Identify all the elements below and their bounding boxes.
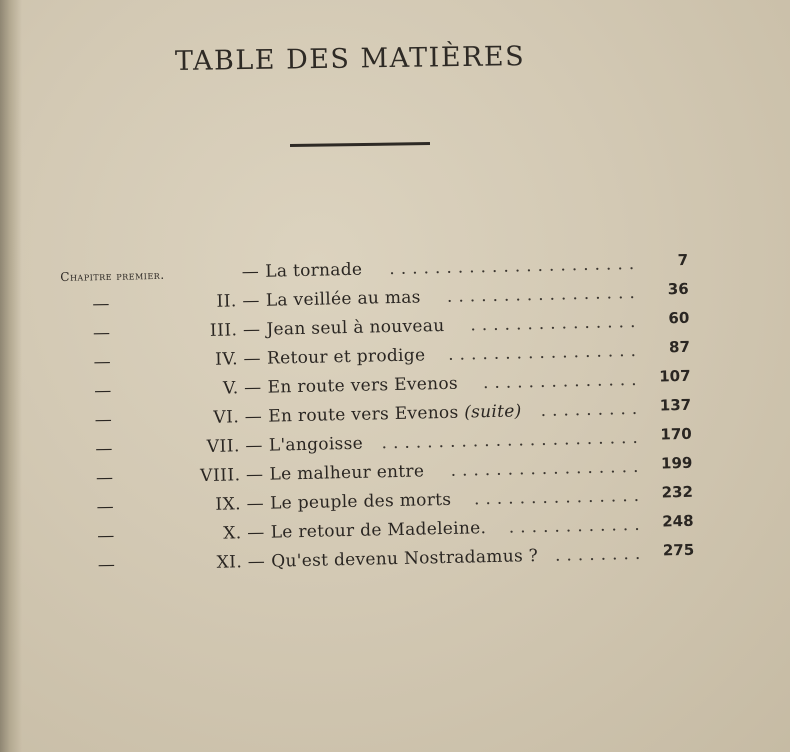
toc-dot-leader: .............. (482, 369, 643, 394)
toc-ditto-mark: — (93, 351, 111, 373)
toc-page-number: 275 (662, 540, 695, 560)
toc-dash: — (243, 377, 262, 399)
toc-dash: — (247, 551, 266, 573)
toc-dot-leader: ............... (473, 485, 646, 510)
toc-ditto-mark: — (96, 496, 114, 518)
toc-dot-leader: ............... (470, 311, 642, 336)
toc-dash: — (243, 348, 261, 370)
toc-chapter-numeral: XI. (216, 552, 243, 573)
page-gutter-shadow (0, 0, 22, 752)
toc-chapter-title: Retour et prodige (266, 345, 426, 369)
table-of-contents (60, 249, 707, 592)
toc-dash: — (246, 493, 264, 515)
toc-page-number: 248 (662, 511, 694, 531)
toc-chapter-numeral: IX. (215, 494, 242, 515)
toc-page-number: 107 (659, 366, 691, 386)
toc-chapter-title: L'angoisse (268, 433, 364, 456)
toc-page-number: 36 (667, 279, 689, 299)
toc-page-number: 137 (659, 395, 692, 415)
toc-ditto-mark: — (94, 380, 112, 402)
toc-chapter-title: Jean seul à nouveau (266, 315, 445, 340)
toc-page-number: 60 (668, 308, 690, 328)
toc-chapter-title: En route vers Evenos (suite) (268, 401, 522, 427)
toc-ditto-mark: — (97, 554, 116, 576)
toc-chapter-title: Le malheur entre (269, 461, 425, 485)
toc-chapter-numeral: VII. (206, 436, 241, 457)
toc-chapter-numeral: VIII. (199, 465, 241, 487)
toc-chapter-label: Chapitre premier. (60, 267, 165, 284)
toc-dot-leader: ................. (450, 456, 645, 481)
toc-page-number: 87 (668, 337, 691, 357)
toc-chapter-numeral: II. (216, 291, 238, 312)
toc-dot-leader: ....................... (381, 427, 645, 454)
toc-chapter-title: La veillée au mas (265, 287, 421, 311)
toc-chapter-numeral: III. (209, 320, 238, 341)
toc-ditto-mark: — (95, 438, 113, 460)
toc-dash: — (244, 406, 262, 428)
toc-title-suffix: (suite) (464, 401, 522, 423)
toc-chapter-title: La tornade (265, 259, 363, 282)
toc-dot-leader: ............ (508, 514, 646, 538)
toc-dot-leader: ................. (447, 340, 643, 365)
toc-chapter-numeral: IV. (214, 349, 239, 370)
toc-ditto-mark: — (92, 293, 110, 315)
toc-chapter-title: En route vers Evenos (267, 373, 459, 398)
toc-ditto-mark: — (95, 467, 114, 489)
toc-page-number: 170 (660, 424, 692, 444)
toc-dot-leader: ...................... (389, 253, 641, 280)
toc-page-number: 7 (677, 250, 689, 270)
toc-dash: — (242, 290, 260, 312)
toc-chapter-title: Qu'est devenu Nostradamus ? (271, 546, 539, 572)
toc-dot-leader: ................. (446, 282, 641, 307)
toc-dash: — (241, 261, 259, 283)
toc-chapter-numeral: VI. (213, 407, 240, 428)
toc-ditto-mark: — (94, 409, 113, 431)
toc-chapter-numeral: X. (222, 523, 242, 544)
toc-chapter-title: Le retour de Madeleine. (270, 518, 487, 543)
toc-dash: — (242, 319, 261, 341)
toc-dot-leader: ......... (540, 398, 644, 421)
toc-dot-leader: ........ (554, 543, 647, 566)
toc-page-number: 232 (661, 482, 694, 502)
toc-ditto-mark: — (97, 525, 115, 547)
toc-dash: — (245, 435, 263, 457)
toc-chapter-numeral: V. (222, 378, 239, 399)
toc-dash: — (247, 522, 265, 544)
toc-page-number: 199 (660, 453, 693, 473)
title-rule (290, 142, 430, 147)
toc-ditto-mark: — (92, 322, 111, 344)
page-title: TABLE DES MATIÈRES (174, 41, 526, 77)
toc-chapter-title: Le peuple des morts (269, 489, 452, 514)
toc-dash: — (245, 464, 264, 486)
